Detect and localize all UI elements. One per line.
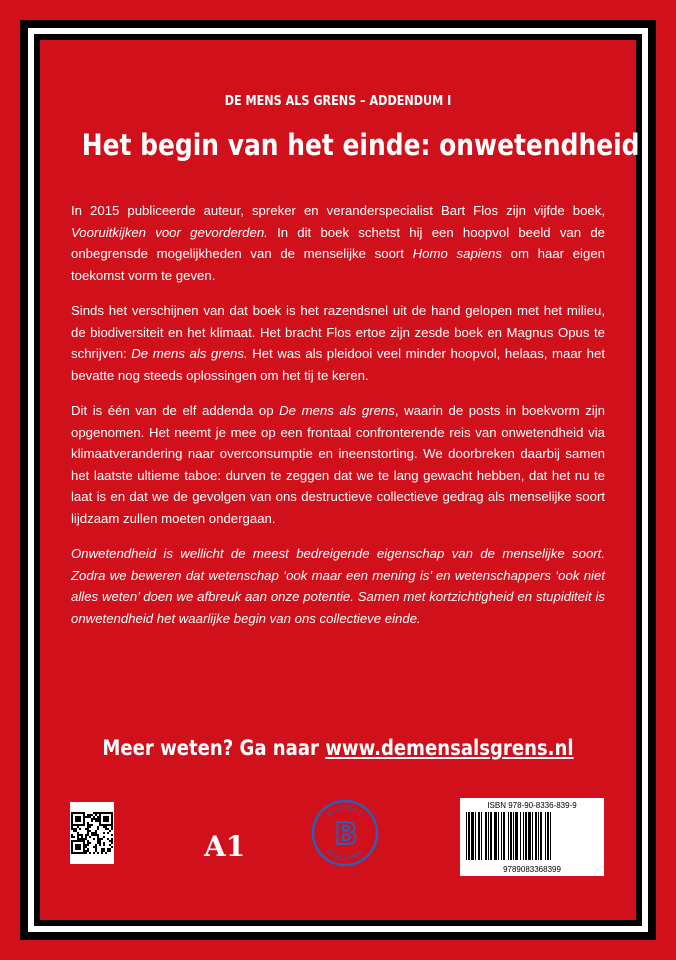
isbn-barcode [460, 798, 604, 876]
paragraph-2-text-a: Sinds het verschijnen van dat boek is het razendsnel uit de hand gelopen met het milieu, de biodiversiteit en het klimaat. Het bracht Flos ertoe zijn zesde boek en Magnus Opus te schrijven: [71, 303, 605, 361]
call-to-action [82, 736, 595, 760]
paragraph-1-text-b: In dit boek schetst hij een hoopvol beeld van de onbegrensde mogelijkheden van de menselijke soort [71, 224, 605, 261]
badge-top-text: BLIJVEND [325, 805, 365, 819]
species-name: Homo sapiens [412, 246, 502, 261]
page-title: Het begin van het einde: onwetendheid [81, 128, 640, 162]
paragraph-1 [71, 200, 605, 286]
book-title-vooruitkijken: Vooruitkijken voor gevorderden. [71, 224, 268, 240]
isbn-label: ISBN 978-90-8336-839-9 [487, 801, 577, 810]
barcode-bars [466, 812, 598, 860]
badge-bottom-text: BEKLIJVEN [325, 848, 365, 863]
qr-code-graphic [70, 802, 114, 864]
blurb [71, 200, 605, 643]
paragraph-3-text-a: Dit is één van de elf addenda op [71, 403, 280, 418]
series-label: DE MENS ALS GRENS – ADDENDUM I [224, 94, 452, 109]
paragraph-1-text-a: In 2015 publiceerde auteur, spreker en veranderspecialist Bart Flos zijn vijfde boek, [71, 203, 605, 218]
badge-letter: B [334, 817, 358, 852]
paragraph-2 [71, 300, 605, 386]
publisher-logo: A1 [204, 830, 246, 863]
book-title-de-mens-als-grens: De mens als grens. [131, 346, 248, 361]
book-title-reference: De mens als grens [279, 403, 395, 418]
cover-panel [40, 40, 640, 920]
badge-graphic [310, 798, 380, 868]
paragraph-3 [71, 400, 605, 529]
paragraph-1-text-c: om haar eigen toekomst vorm te geven. [71, 246, 605, 283]
blijvend-beklijven-logo [310, 798, 380, 868]
paragraph-2-text-b: Het was als pleidooi veel minder hoopvol, helaas, maar het bevatte nog steeds oplossingen om het tij te keren. [71, 346, 605, 383]
paragraph-4: Onwetendheid is wellicht de meest bedreigende eigenschap van de menselijke soort. Zodra we beweren dat wetenschap ‘ook maar een mening is’ en wetenschappers ‘ook niet alles weten’ doen we afbreuk aan onze potentie. Samen met kortzichtigheid en stupiditeit is onwetendheid het waarlijke begin van ons collectieve einde. [71, 546, 605, 626]
qr-code [70, 802, 114, 864]
cta-prefix: Meer weten? Ga naar [102, 736, 326, 760]
paragraph-3-text-b: , waarin de posts in boekvorm zijn opgenomen. Het neemt je mee op een frontaal confronterende reis van onwetendheid via klimaatverandering naar overconsumptie en ineenstorting. We doorbreken daarbij samen het laatste ultieme taboe: durven te zeggen dat we te lang gewacht hebben, dat het nu te laat is en dat we de gevolgen van ons destructieve collectieve gedrag als menselijke soort lijdzaam zullen moeten ondergaan. [71, 403, 605, 526]
ean-digits: 9789083368399 [503, 865, 561, 874]
website-link[interactable]: www.demensalsgrens.nl [325, 736, 574, 760]
